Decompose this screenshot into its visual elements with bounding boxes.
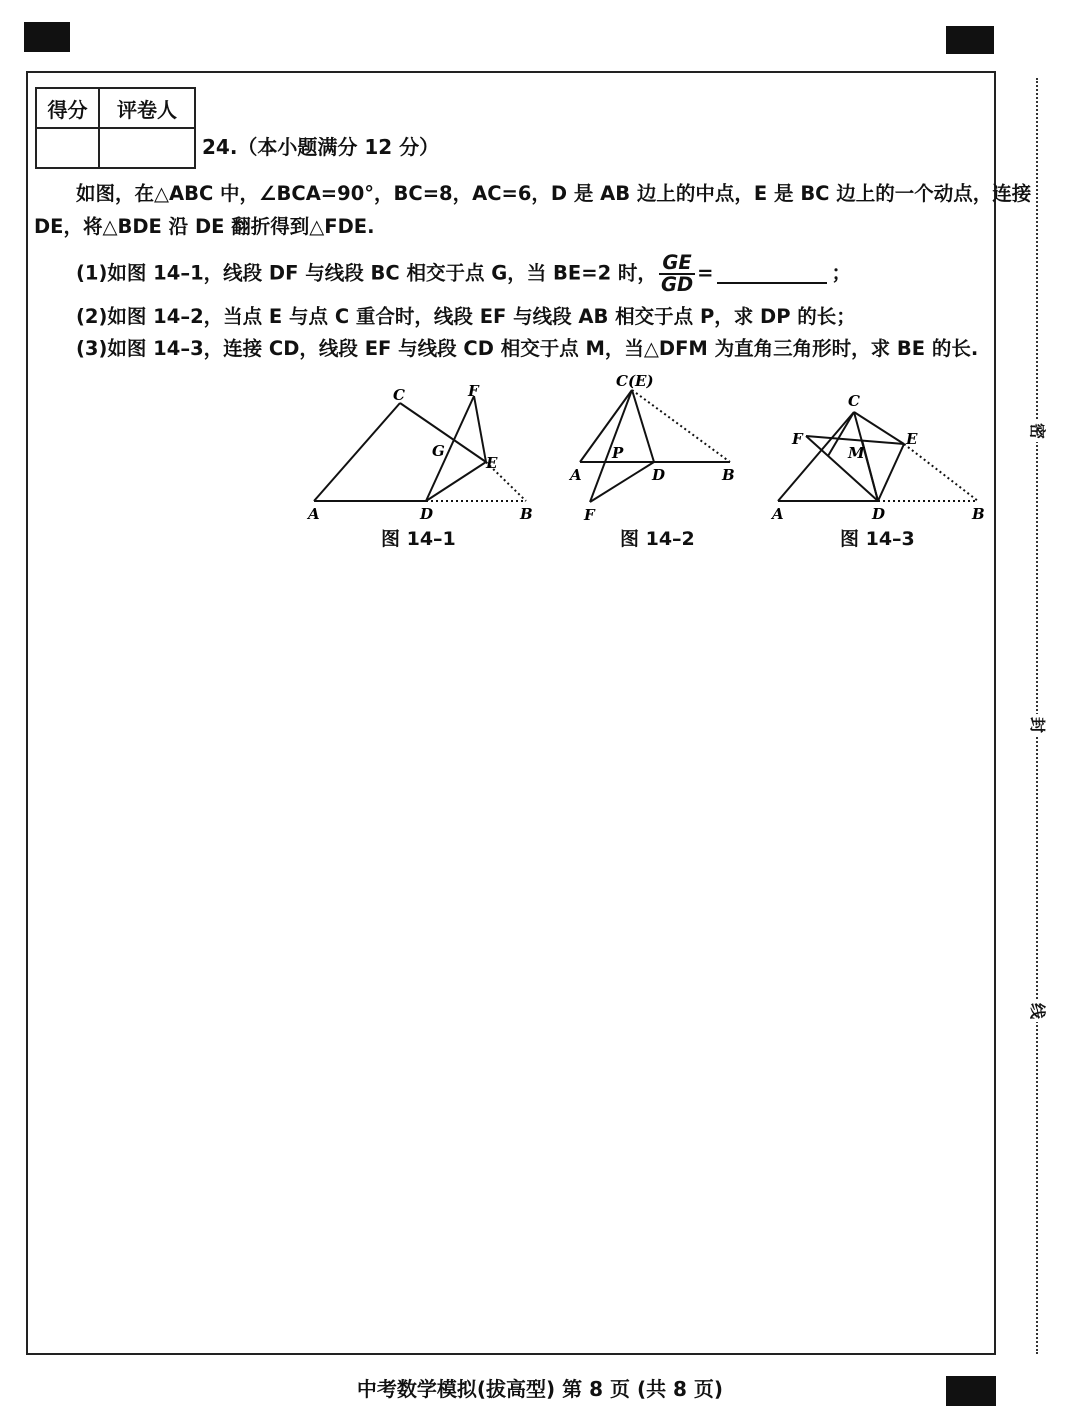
- label-F: F: [792, 430, 803, 448]
- segment-AC: [778, 412, 854, 501]
- caption-14-3: 图 14–3: [840, 528, 915, 550]
- question-intro-line1: 如图，在△ABC 中，∠BCA=90°，BC=8，AC=6，D 是 AB 边上的中点，E 是 BC 边上的一个动点，连接: [76, 182, 1032, 205]
- question-part1: [76, 253, 851, 295]
- label-E: E: [906, 430, 918, 448]
- score-label-cell: 得分: [36, 88, 99, 128]
- caption-14-2: 图 14–2: [620, 528, 695, 550]
- question-part2: (2)如图 14–2，当点 E 与点 C 重合时，线段 EF 与线段 AB 相交于点 P，求 DP 的长；: [76, 305, 856, 328]
- label-B: B: [722, 466, 735, 484]
- label-F: F: [468, 382, 479, 400]
- binding-char-close: 封: [1026, 714, 1048, 736]
- part1-text: (1)如图 14–1，线段 DF 与线段 BC 相交于点 G，当 BE=2 时，: [76, 261, 657, 285]
- binding-char-seal: 密: [1026, 420, 1048, 442]
- figure-14-2: [566, 368, 746, 528]
- registration-mark-top-left: [24, 22, 70, 52]
- label-C: C: [393, 386, 405, 404]
- fraction-denominator: GD: [660, 273, 694, 296]
- figure-14-1: [300, 378, 540, 528]
- label-A: A: [570, 466, 582, 484]
- page-footer: 中考数学模拟(拔高型) 第 8 页 (共 8 页): [356, 1377, 724, 1401]
- grader-label-cell: 评卷人: [99, 88, 195, 128]
- question-part3: (3)如图 14–3，连接 CD，线段 EF 与线段 CD 相交于点 M，当△DFM 为直角三角形时，求 BE 的长.: [76, 337, 979, 360]
- label-F: F: [584, 506, 595, 524]
- registration-mark-top-right: [946, 26, 994, 54]
- part1-answer-blank: [717, 264, 827, 284]
- label-B: B: [972, 505, 985, 523]
- label-E: E: [486, 454, 498, 472]
- caption-14-1: 图 14–1: [381, 528, 456, 550]
- segment-CF: [590, 390, 632, 502]
- segment-ED: [878, 444, 904, 501]
- label-CE: C(E): [616, 372, 654, 390]
- label-P: P: [612, 444, 624, 462]
- label-B: B: [520, 505, 533, 523]
- label-M: M: [848, 444, 865, 462]
- segment-CD: [632, 390, 654, 462]
- binding-char-line: 线: [1026, 1000, 1048, 1022]
- score-table: [35, 87, 196, 169]
- part1-end: ；: [831, 261, 851, 285]
- part1-equals: =: [697, 261, 714, 285]
- label-C: C: [848, 392, 860, 410]
- segment-FE: [806, 436, 904, 444]
- segment-EB-dotted: [904, 444, 978, 501]
- segment-CA: [580, 390, 632, 462]
- label-D: D: [872, 505, 886, 523]
- segment-FD: [806, 436, 878, 501]
- grader-input-cell: [99, 128, 195, 168]
- label-D: D: [420, 505, 434, 523]
- score-input-cell: [36, 128, 99, 168]
- segment-CB-dotted: [632, 390, 730, 462]
- label-D: D: [652, 466, 666, 484]
- label-A: A: [772, 505, 784, 523]
- question-header: 24.（本小题满分 12 分）: [202, 135, 440, 159]
- segment-AC: [314, 403, 400, 501]
- segment-FE: [474, 396, 486, 462]
- part1-fraction: [659, 253, 695, 295]
- label-A: A: [308, 505, 320, 523]
- figure-14-3: [766, 378, 996, 528]
- segment-DF: [590, 462, 654, 502]
- label-G: G: [432, 442, 445, 460]
- fraction-numerator: GE: [659, 253, 695, 275]
- question-intro-line2: DE，将△BDE 沿 DE 翻折得到△FDE.: [34, 215, 375, 238]
